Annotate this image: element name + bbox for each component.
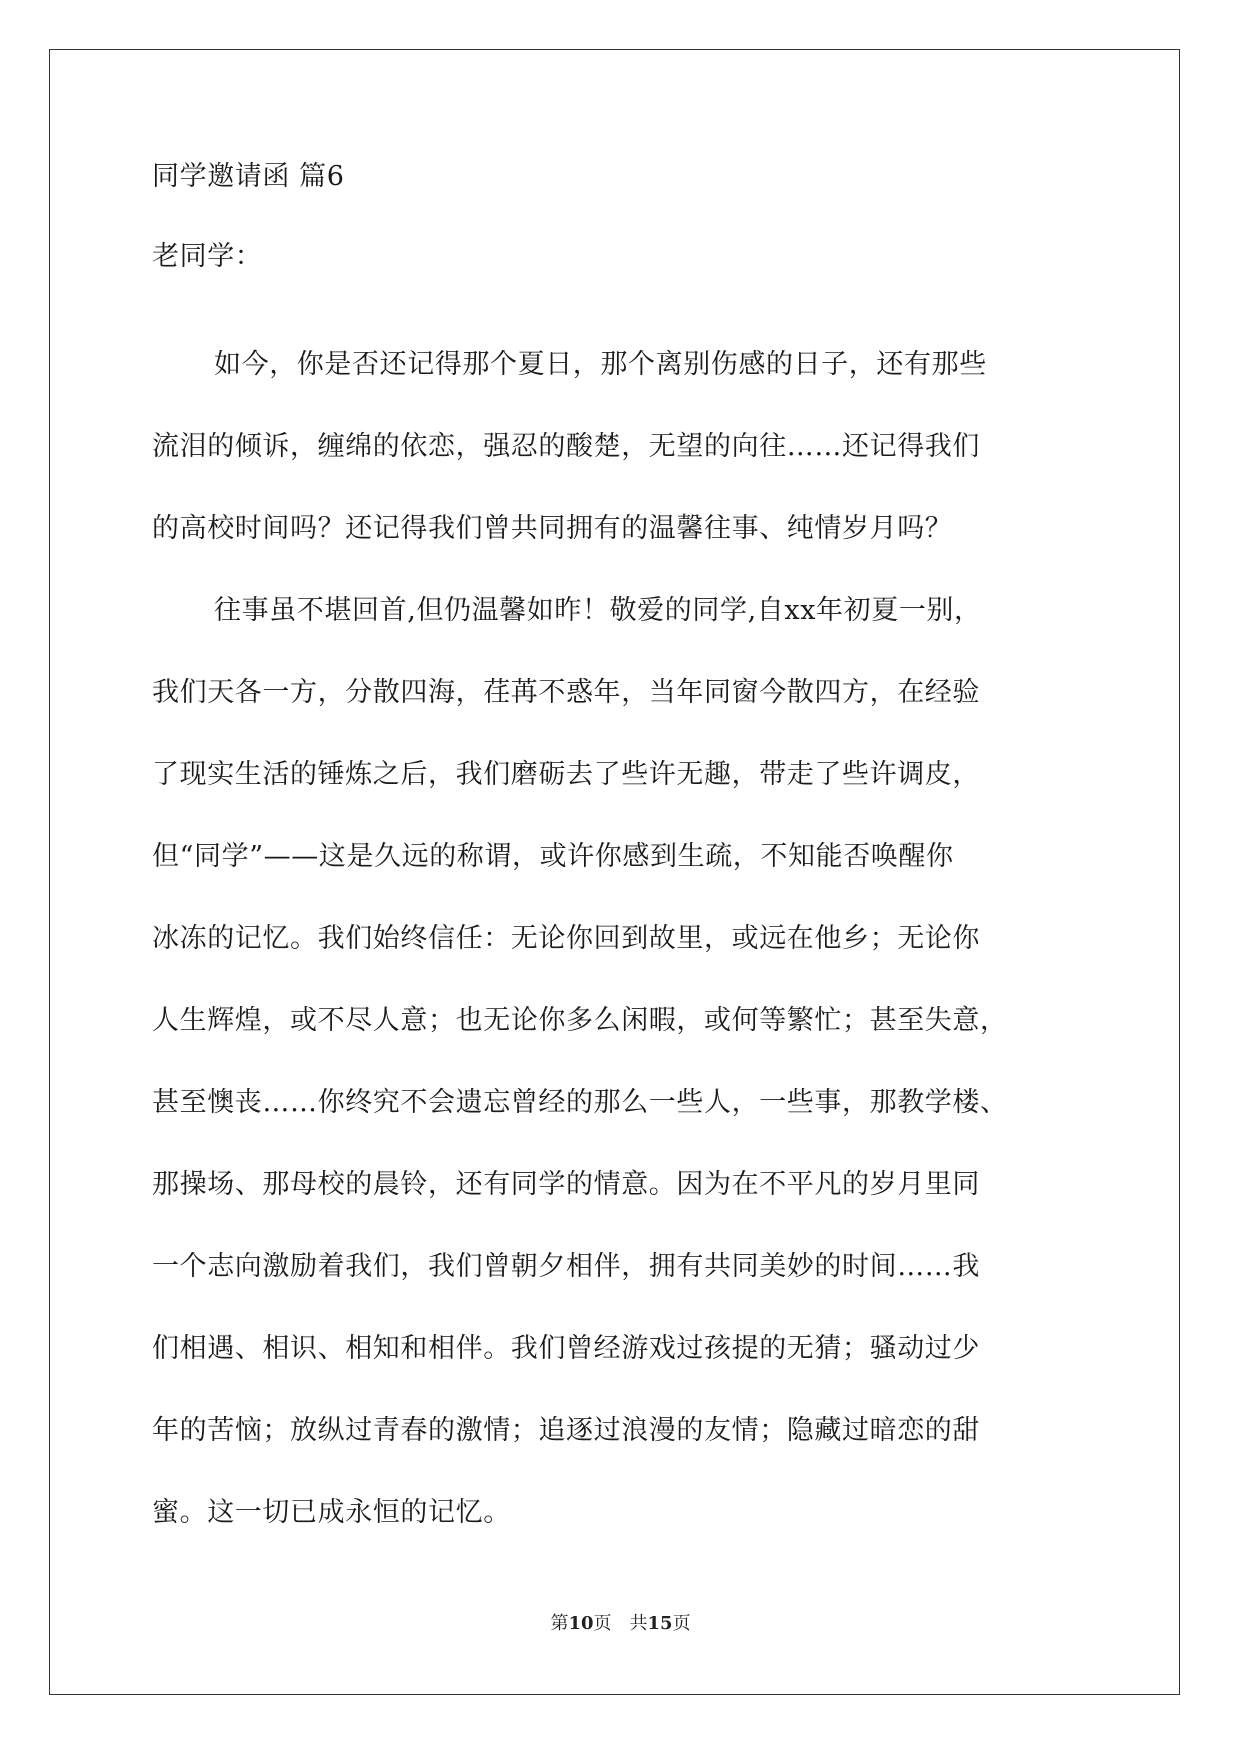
paragraph-line: 但“同学”——这是久远的称谓，或许你感到生疏，不知能否唤醒你 bbox=[152, 841, 954, 872]
current-page-number: 10 bbox=[568, 1613, 594, 1634]
paragraph-line: 年的苦恼；放纵过青春的激情；追逐过浪漫的友情；隐藏过暗恋的甜 bbox=[152, 1415, 980, 1446]
paragraph-line: 那操场、那母校的晨铃，还有同学的情意。因为在不平凡的岁月里同 bbox=[152, 1169, 980, 1200]
paragraph-line: 冰冻的记忆。我们始终信任：无论你回到故里，或远在他乡；无论你 bbox=[152, 923, 980, 954]
footer-prefix: 第 bbox=[550, 1613, 569, 1634]
footer-suffix: 页 bbox=[672, 1613, 691, 1634]
paragraph-line: 了现实生活的锤炼之后，我们磨砺去了些许无趣，带走了些许调皮， bbox=[152, 759, 980, 790]
salutation: 老同学： bbox=[152, 241, 263, 272]
paragraph-line: 的高校时间吗？还记得我们曾共同拥有的温馨往事、纯情岁月吗？ bbox=[152, 513, 953, 544]
paragraph-line: 我们天各一方，分散四海，荏苒不惑年，当年同窗今散四方，在经验 bbox=[152, 677, 980, 708]
document-heading: 同学邀请函 篇6 bbox=[152, 161, 345, 192]
paragraph-line: 如今，你是否还记得那个夏日，那个离别伤感的日子，还有那些 bbox=[214, 349, 987, 380]
paragraph-line: 一个志向激励着我们，我们曾朝夕相伴，拥有共同美妙的时间……我 bbox=[152, 1251, 980, 1282]
paragraph-line: 们相遇、相识、相知和相伴。我们曾经游戏过孩提的无猜；骚动过少 bbox=[152, 1333, 980, 1364]
paragraph-line: 往事虽不堪回首,但仍温馨如昨！敬爱的同学,自xx年初夏一别， bbox=[214, 595, 982, 626]
page-footer bbox=[0, 1612, 1241, 1636]
document-body bbox=[152, 162, 1092, 1554]
total-page-number: 15 bbox=[647, 1613, 673, 1634]
paragraph-1 bbox=[152, 324, 1092, 570]
footer-middle: 页 共 bbox=[593, 1613, 648, 1634]
paragraph-line: 甚至懊丧……你终究不会遗忘曾经的那么一些人，一些事，那教学楼、 bbox=[152, 1087, 1008, 1118]
paragraph-line: 蜜。这一切已成永恒的记忆。 bbox=[152, 1497, 511, 1528]
paragraph-line: 流泪的倾诉，缠绵的依恋，强忍的酸楚，无望的向往……还记得我们 bbox=[152, 431, 980, 462]
paragraph-2 bbox=[152, 570, 1092, 1554]
paragraph-line: 人生辉煌，或不尽人意；也无论你多么闲暇，或何等繁忙；甚至失意， bbox=[152, 1005, 1008, 1036]
